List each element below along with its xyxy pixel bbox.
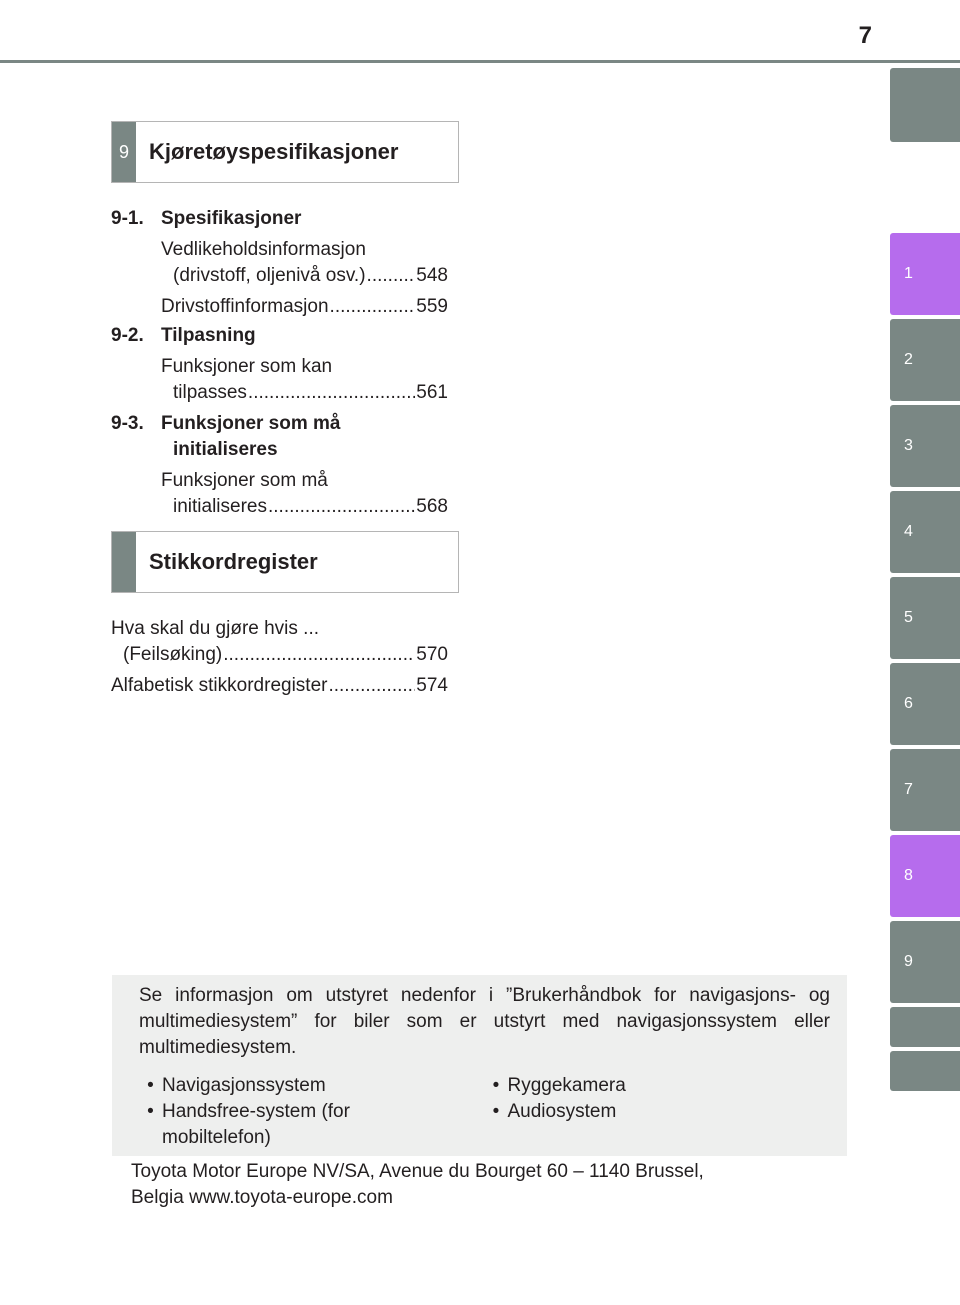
side-tab-8[interactable]: 8	[890, 835, 960, 917]
bullet-column-left	[139, 1073, 485, 1151]
toc-entry-text: Vedlikeholdsinformasjon	[161, 239, 366, 260]
bullet-item: • Ryggekamera	[492, 1075, 626, 1096]
toc-entry[interactable]: (Feilsøking) ..... 570	[123, 642, 448, 668]
footer-line-1: Toyota Motor Europe NV/SA, Avenue du Bourget 60 – 1140 Brussel,	[131, 1161, 704, 1182]
side-tab-6[interactable]: 6	[890, 663, 960, 745]
section-title: Stikkordregister	[149, 549, 318, 574]
side-tab-7[interactable]: 7	[890, 749, 960, 831]
side-tab-1[interactable]: 1	[890, 233, 960, 315]
side-tab-9[interactable]: 9	[890, 921, 960, 1003]
header-rule	[0, 60, 960, 63]
footer-line-2: Belgia www.toyota-europe.com	[131, 1187, 393, 1208]
section-title: Kjøretøyspesifikasjoner	[149, 139, 399, 164]
page-ref: 570	[416, 644, 448, 665]
toc-entry[interactable]: (drivstoff, oljenivå osv.) ..... 548	[173, 263, 448, 289]
side-tab-blank-1[interactable]	[890, 1007, 960, 1047]
toc-entry[interactable]: Drivstoffinformasjon ..... 559	[161, 294, 448, 320]
toc-entry-text: Funksjoner som må	[161, 470, 328, 491]
info-text: Se informasjon om utstyret nedenfor i ”Brukerhåndbok for navigasjons- og multimediesystem” for biler som er utstyrt med navigasjonssystem eller multimediesystem.	[139, 985, 830, 1058]
toc-entry-text: Hva skal du gjøre hvis ...	[111, 618, 320, 639]
toc-heading-continuation: initialiseres	[173, 439, 278, 460]
section-9-header	[111, 121, 459, 183]
page-ref: 548	[416, 265, 448, 286]
side-tab-2[interactable]: 2	[890, 319, 960, 401]
toc-entry[interactable]: initialiseres ..... 568	[173, 494, 448, 520]
side-tab-5[interactable]: 5	[890, 577, 960, 659]
bullet-item: • Navigasjonssystem	[147, 1075, 326, 1096]
toc-entry[interactable]: Alfabetisk stikkordregister ..... 574	[111, 673, 448, 699]
bullet-item: • Handsfree-system (for mobiltelefon)	[147, 1101, 350, 1148]
page-ref: 568	[416, 496, 448, 517]
section-number: 9	[112, 122, 136, 182]
toc-entry-text: Funksjoner som kan	[161, 356, 333, 377]
info-box	[112, 975, 847, 1156]
publisher-footer	[131, 1159, 704, 1211]
side-tab-blank-top[interactable]	[890, 68, 960, 142]
toc-heading-9-1[interactable]: 9-1. Spesifikasjoner	[111, 208, 302, 229]
section-bar	[112, 532, 136, 592]
page-ref: 559	[416, 296, 448, 317]
toc-entry[interactable]: tilpasses ..... 561	[173, 380, 448, 406]
bullet-columns	[139, 1073, 830, 1151]
bullet-item: • Audiosystem	[492, 1101, 617, 1122]
page-number: 7	[858, 22, 872, 49]
toc-heading-9-2[interactable]: 9-2. Tilpasning	[111, 325, 256, 346]
page-ref: 574	[416, 675, 448, 696]
index-section-header	[111, 531, 459, 593]
side-tab-blank-2[interactable]	[890, 1051, 960, 1091]
toc-heading-9-3[interactable]: 9-3. Funksjoner som må	[111, 413, 341, 434]
bullet-column-right	[485, 1073, 831, 1151]
side-tab-3[interactable]: 3	[890, 405, 960, 487]
page-ref: 561	[416, 382, 448, 403]
side-tab-4[interactable]: 4	[890, 491, 960, 573]
